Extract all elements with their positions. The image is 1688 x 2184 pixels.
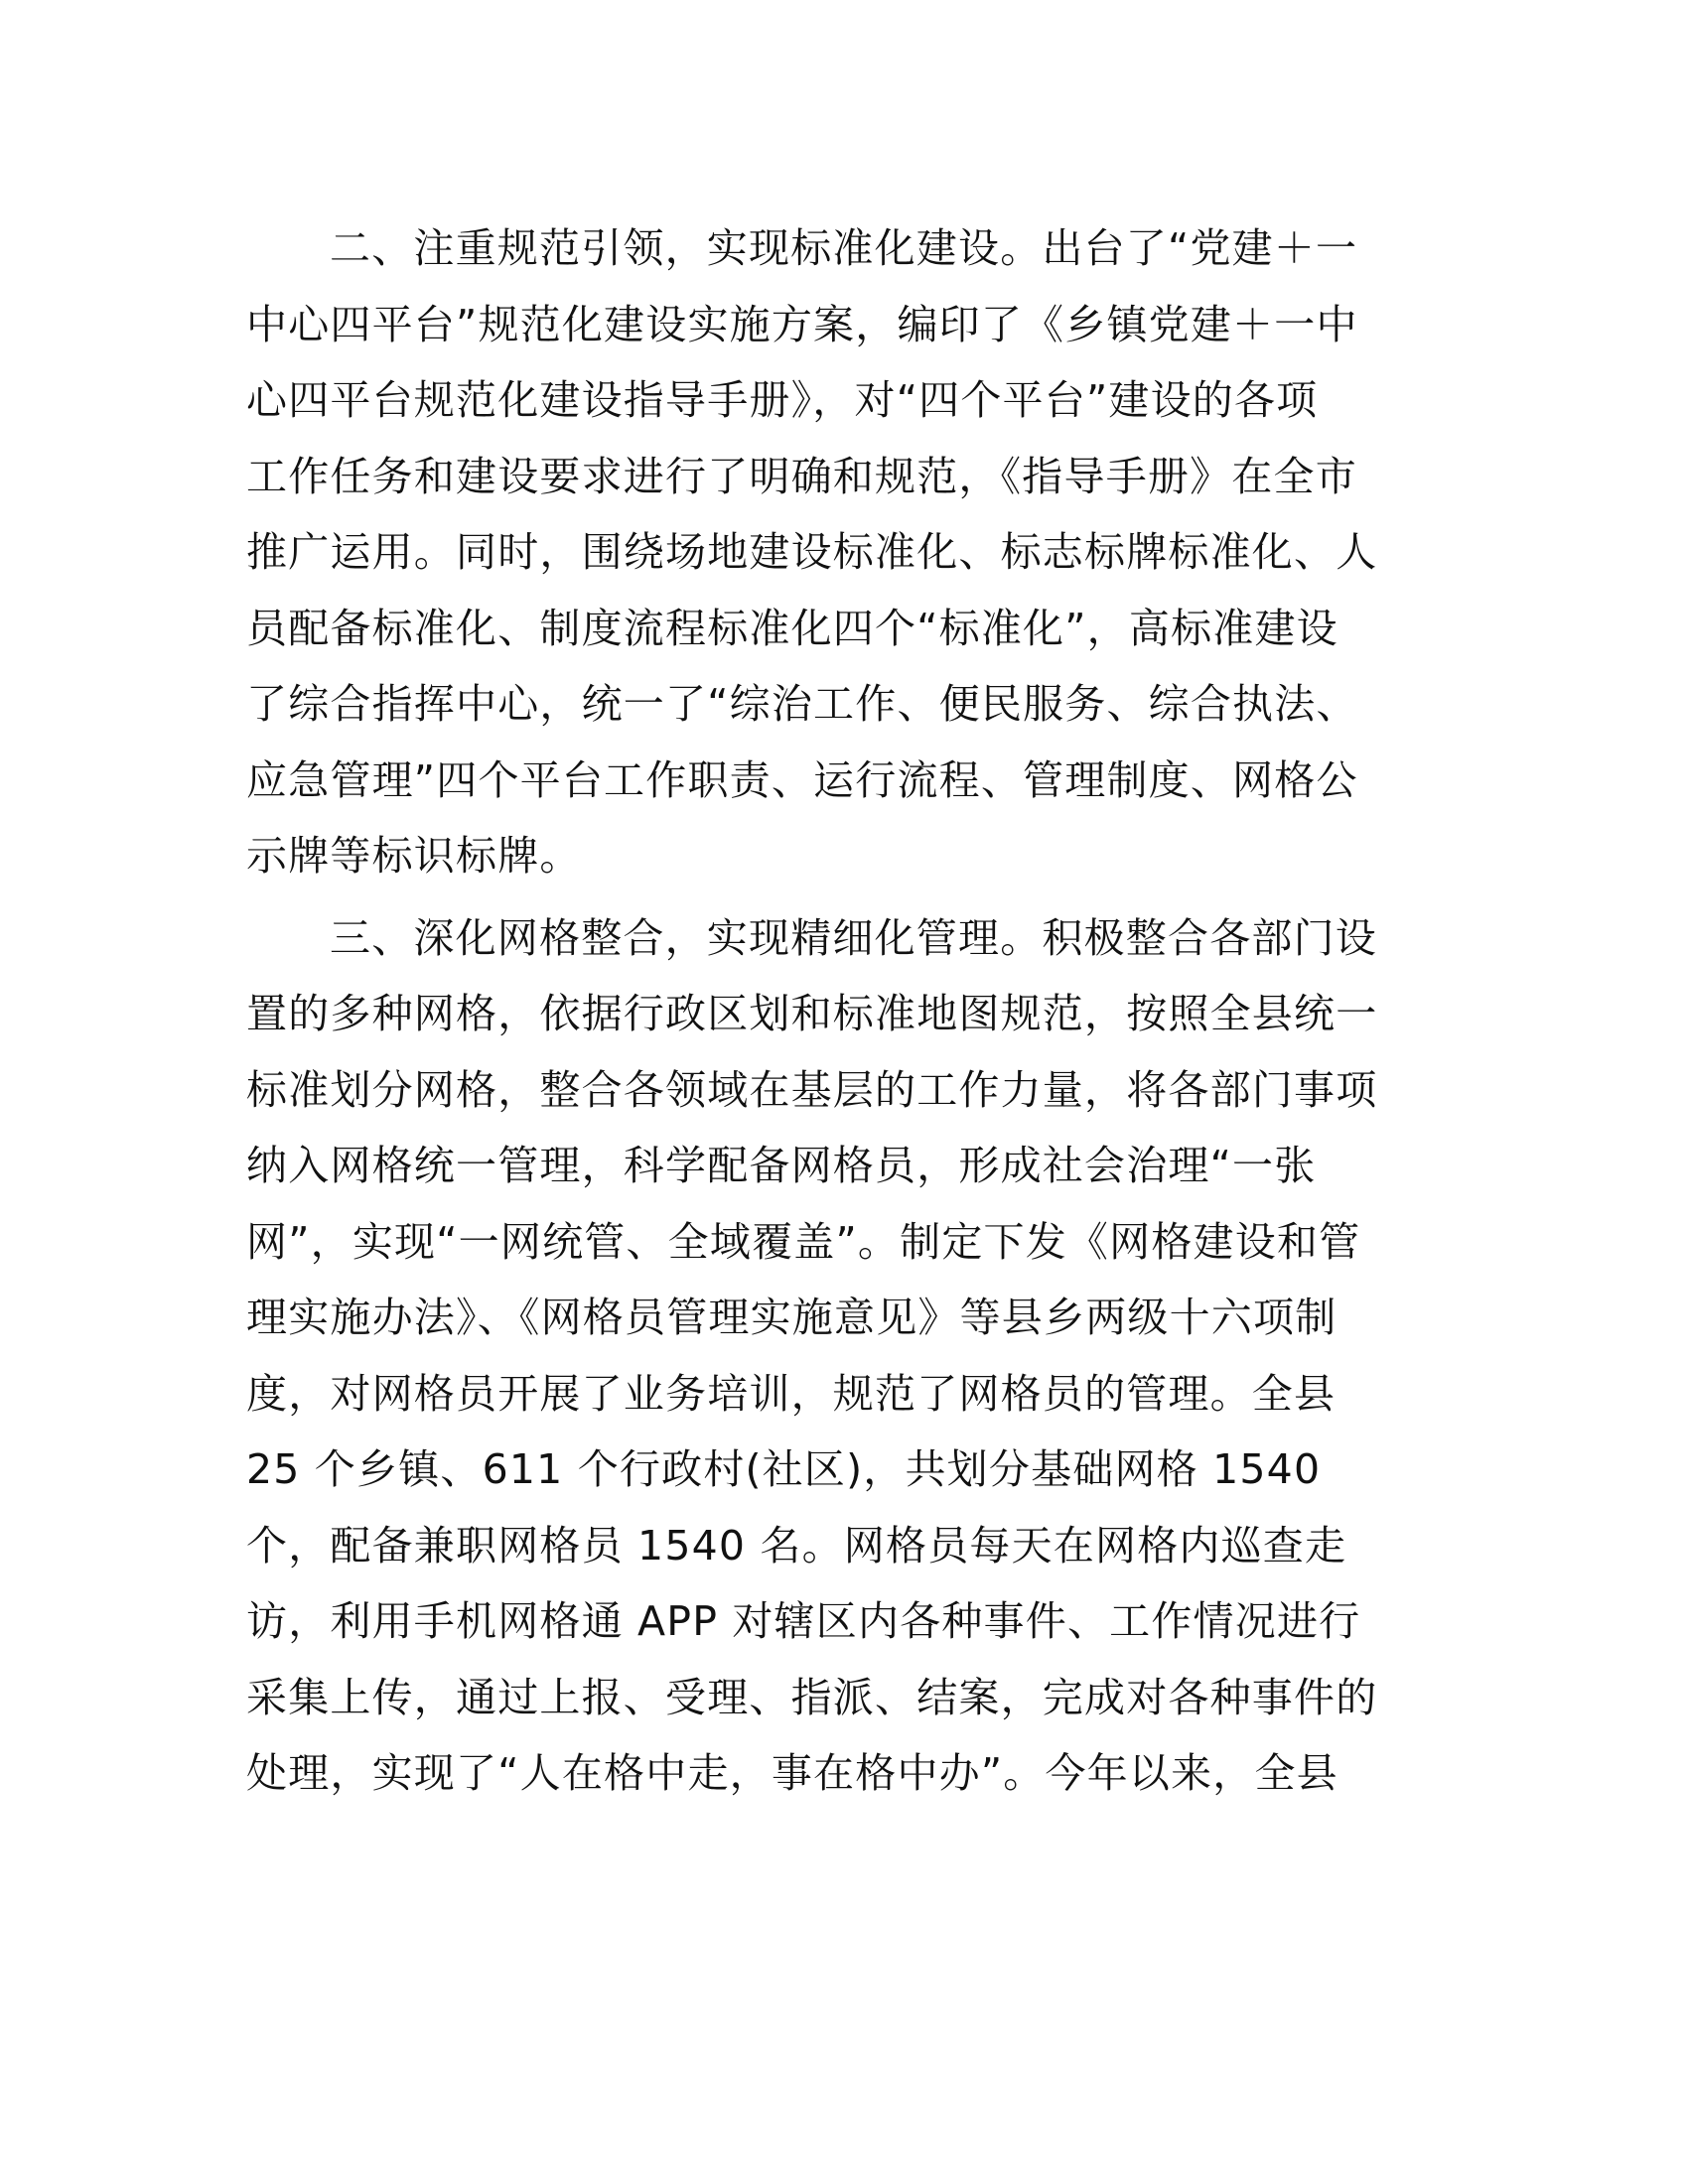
text-line: 工作任务和建设要求进行了明确和规范，《指导手册》在全市 xyxy=(246,452,1357,500)
text-line: 中心四平台”规范化建设实施方案，编印了《乡镇党建＋一中 xyxy=(246,300,1358,348)
text-line: 25 个乡镇、611 个行政村(社区)，共划分基础网格 1540 xyxy=(246,1445,1322,1493)
document-body xyxy=(246,210,1438,1812)
paragraph-standardization xyxy=(246,210,1438,894)
text-line: 标准划分网格，整合各领域在基层的工作力量，将各部门事项 xyxy=(246,1065,1378,1114)
text-line: 理实施办法》、《网格员管理实施意见》等县乡两级十六项制 xyxy=(246,1294,1337,1341)
text-line: 个，配备兼职网格员 1540 名。网格员每天在网格内巡查走 xyxy=(246,1521,1347,1570)
text-line: 应急管理”四个平台工作职责、运行流程、管理制度、网格公 xyxy=(246,755,1358,804)
paragraph-grid-management xyxy=(246,900,1438,1812)
text-line: 处理，实现了“人在格中走，事在格中办”。今年以来，全县 xyxy=(246,1749,1338,1797)
text-line: 员配备标准化、制度流程标准化四个“标准化”，高标准建设 xyxy=(246,604,1338,652)
text-line: 了综合指挥中心，统一了“综治工作、便民服务、综合执法、 xyxy=(246,680,1358,728)
text-line: 二、注重规范引领，实现标准化建设。出台了“党建＋一 xyxy=(330,224,1358,272)
text-line: 采集上传，通过上报、受理、指派、结案，完成对各种事件的 xyxy=(246,1673,1378,1721)
text-line: 心四平台规范化建设指导手册》，对“四个平台”建设的各项 xyxy=(246,376,1319,424)
text-line: 置的多种网格，依据行政区划和标准地图规范，按照全县统一 xyxy=(246,990,1378,1037)
text-line: 示牌等标识标牌。 xyxy=(246,832,582,880)
text-line: 网”，实现“一网统管、全域覆盖”。制定下发《网格建设和管 xyxy=(246,1217,1361,1266)
text-line: 三、深化网格整合，实现精细化管理。积极整合各部门设 xyxy=(330,913,1377,962)
text-line: 访，利用手机网格通 APP 对辖区内各种事件、工作情况进行 xyxy=(246,1597,1361,1645)
text-line: 推广运用。同时，围绕场地建设标准化、标志标牌标准化、人 xyxy=(246,528,1378,576)
text-line: 度，对网格员开展了业务培训，规范了网格员的管理。全县 xyxy=(246,1369,1336,1418)
text-line: 纳入网格统一管理，科学配备网格员，形成社会治理“一张 xyxy=(246,1142,1317,1189)
